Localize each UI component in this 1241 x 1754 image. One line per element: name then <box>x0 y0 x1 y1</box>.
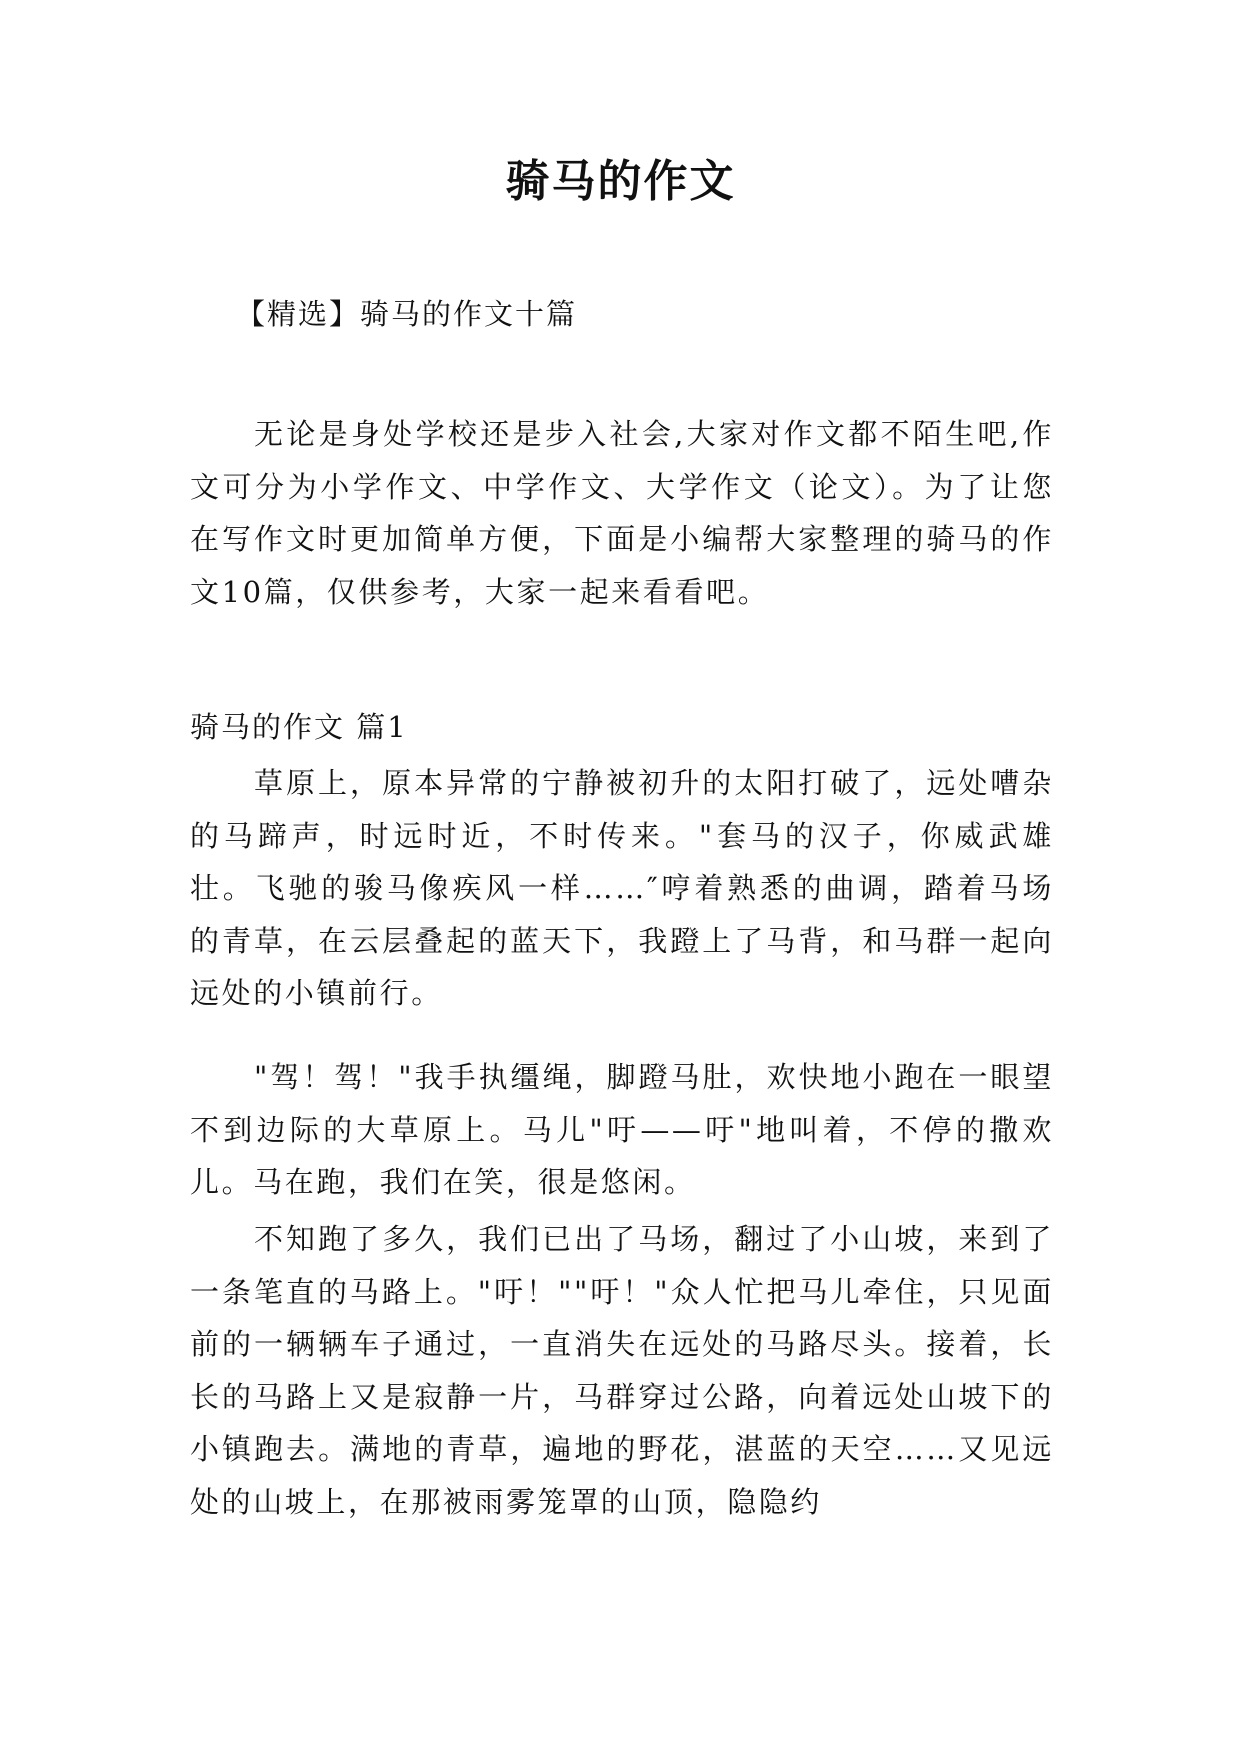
subtitle: 【精选】骑马的作文十篇 <box>236 297 578 331</box>
page-title: 骑马的作文 <box>505 156 736 207</box>
intro-paragraph: 无论是身处学校还是步入社会,大家对作文都不陌生吧,作文可分为小学作文、中学作文、大学作文（论文）。为了让您在写作文时更加简单方便，下面是小编帮大家整理的骑马的作文10篇，仅供参考，大家一起来看看吧。 <box>190 417 1054 609</box>
body-paragraph-1: 草原上，原本异常的宁静被初升的太阳打破了，远处嘈杂的马蹄声，时远时近，不时传来。"套马的汉子，你威武雄壮。飞驰的骏马像疾风一样……″哼着熟悉的曲调，踏着马场的青草，在云层叠起的蓝天下，我蹬上了马背，和马群一起向远处的小镇前行。 <box>190 766 1054 1010</box>
section-heading: 骑马的作文 篇1 <box>190 710 408 744</box>
body-paragraph-2: "驾！驾！"我手执缰绳，脚蹬马肚，欢快地小跑在一眼望不到边际的大草原上。马儿"吁——吁"地叫着，不停的撒欢儿。马在跑，我们在笑，很是悠闲。 <box>190 1060 1054 1199</box>
body-paragraph-3: 不知跑了多久，我们已出了马场，翻过了小山坡，来到了一条笔直的马路上。"吁！""吁！"众人忙把马儿牵住，只见面前的一辆辆车子通过，一直消失在远处的马路尽头。接着，长长的马路上又是寂静一片，马群穿过公路，向着远处山坡下的小镇跑去。满地的青草，遍地的野花，湛蓝的天空……又见远处的山坡上，在那被雨雾笼罩的山顶，隐隐约 <box>190 1222 1054 1519</box>
